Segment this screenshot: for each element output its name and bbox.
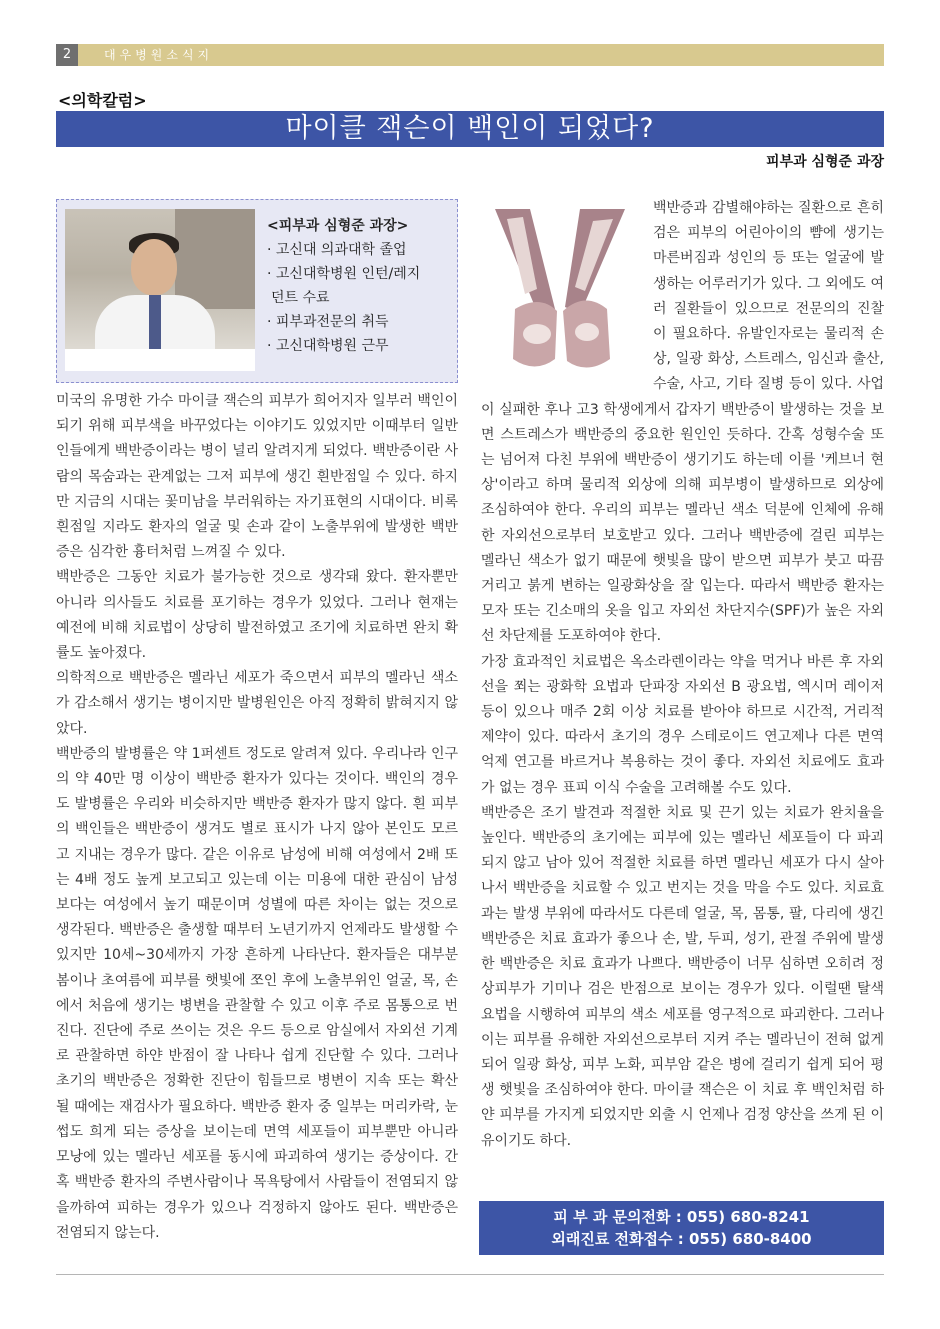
- page-number: 2: [56, 44, 78, 66]
- profile-item: · 피부과전문의 취득: [267, 314, 389, 330]
- profile-item: · 고신대학병원 근무: [267, 338, 389, 354]
- author-profile-box: [56, 199, 458, 383]
- profile-text: [267, 214, 420, 358]
- paragraph: 가장 효과적인 치료법은 옥소라렌이라는 약을 먹거나 바른 후 자외선을 쬐는 광화학 요법과 단파장 자외선 B 광요법, 엑시머 레이저 등이 있으나 매주 2회 이상 치료를 받아야 하므로 시간적, 거리적 제약이 있다. 따라서 초기의 경우 스테로이드 연고제나 다른 면역 억제 연고를 바르거나 복용하는 것이 좋다. 자외선 치료에도 효과가 없는 경우 표피 이식 수술을 고려해볼 수도 있다.: [481, 653, 884, 796]
- contact-box: [479, 1201, 884, 1255]
- header-bar: [56, 44, 884, 66]
- publication-name: 대우병원소식지: [104, 48, 214, 62]
- article-byline: 피부과 심형준 과장: [766, 154, 884, 170]
- contact-outpatient-phone: 외래진료 전화접수 : 055) 680-8400: [551, 1230, 812, 1248]
- paragraph: 미국의 유명한 가수 마이클 잭슨의 피부가 희어지자 일부러 백인이 되기 위해 피부색을 바꾸었다는 이야기도 있었지만 이때부터 일반인들에게 백반증이라는 병이 널리 알려지게 되었다. 백반증이란 사람의 목숨과는 관계없는 그저 피부에 생긴 흰반점일 수 있다. 하지만 지금의 시대는 꽃미남을 부러워하는 자기표현의 시대이다. 비록 흰점일 지라도 환자의 얼굴 및 손과 같이 노출부위에 발생한 백반증은 심각한 흉터처럼 느껴질 수 있다.: [56, 393, 458, 561]
- contact-dermatology-phone: 피 부 과 문의전화 : 055) 680-8241: [553, 1208, 810, 1226]
- profile-item: · 고신대학병원 인턴/레지: [267, 266, 421, 282]
- paragraph: 의학적으로 백반증은 멜라닌 세포가 죽으면서 피부의 멜라닌 색소가 감소해서 생기는 병이지만 발병원인은 아직 정확히 밝혀지지 않았다.: [56, 670, 458, 737]
- profile-item: 던트 수료: [271, 290, 330, 306]
- left-column-text: [56, 389, 458, 1246]
- paragraph: 백반증과 감별해야하는 질환으로 흔히 검은 피부의 어린아이의 뺨에 생기는 마른버짐과 성인의 등 또는 얼굴에 발생하는 어루러기가 있다. 그 외에도 여러 질환들이 있으므로 전문의의 진찰이 필요하다. 유발인자로는 물리적 손상, 일광 화상, 스트레스, 임신과 출산, 수술, 사고, 기타 질병 등이 있다. 사업이 실패한 후나 고3 학생에게서 갑자기 백반증이 발생하는 것을 보면 스트레스가 백반증의 중요한 원인인 듯하다. 간혹 성형수술 또는 넘어져 다친 부위에 백반증이 생기기도 하는데 이를 '케브너 현상'이라고 하며 물리적 외상에 의해 피부병이 발생하므로 외상에 조심하여야 한다. 우리의 피부는 멜라닌 색소 덕분에 인체에 유해한 자외선으로부터 보호받고 있다. 그러나 백반증에 걸린 피부는 멜라닌 색소가 없기 때문에 햇빛을 많이 받으면 피부가 붓고 따끔거리고 붉게 변하는 일광화상을 잘 입는다. 따라서 백반증 환자는 모자 또는 긴소매의 옷을 입고 자외선 차단지수(SPF)가 높은 자외선 차단제를 도포하여야 한다.: [481, 200, 884, 645]
- profile-name: <피부과 심형준 과장>: [267, 218, 409, 234]
- right-column-text: [481, 196, 884, 1154]
- paragraph: 백반증은 조기 발견과 적절한 치료 및 끈기 있는 치료가 완치율을 높인다. 백반증의 초기에는 피부에 있는 멜라닌 세포들이 다 파괴되지 않고 남아 있어 적절한 치료를 하면 멜라닌 세포가 다시 살아나서 백반증을 치료할 수 있고 번지는 것을 막을 수도 있다. 치료효과는 발생 부위에 따라서도 다른데 얼굴, 목, 몸통, 팔, 다리에 생긴 백반증은 치료 효과가 좋으나 손, 발, 두피, 성기, 관절 주위에 발생한 백반증은 치료 효과가 나쁘다. 백반증이 너무 심하면 오히려 정상피부가 기미나 검은 반점으로 보이는 경우가 있다. 이럴땐 탈색 요법을 시행하여 피부의 색소 세포를 영구적으로 파괴한다. 그러나 이는 피부를 유해한 자외선으로부터 지켜 주는 멜라닌이 전혀 없게 되어 일광 화상, 피부 노화, 피부암 같은 병에 걸리기 쉽게 되어 평생 햇빛을 조심하여야 한다. 마이클 잭슨은 이 치료 후 백인처럼 하얀 피부를 가지게 되었지만 외출 시 언제나 검정 양산을 쓰게 된 이유이기도 하다.: [481, 804, 884, 1149]
- paragraph: 백반증은 그동안 치료가 불가능한 것으로 생각돼 왔다. 환자뿐만 아니라 의사들도 치료를 포기하는 경우가 있었다. 그러나 현재는 예전에 비해 치료법이 상당히 발전하였고 조기에 치료하면 완치 확률도 높아졌다.: [56, 569, 458, 662]
- paragraph: 백반증의 발병률은 약 1퍼센트 정도로 알려져 있다. 우리나라 인구의 약 40만 명 이상이 백반증 환자가 있다는 것이다. 백인의 경우도 발병률은 우리와 비슷하지만 백반증 환자가 많지 않다. 흰 피부의 백인들은 백반증이 생겨도 별로 표시가 나지 않아 본인도 모르고 지내는 경우가 많다. 같은 이유로 남성에 비해 여성에서 2배 또는 4배 정도 높게 보고되고 있는데 이는 미용에 대한 관심이 남성 보다는 여성에서 높기 때문이며 성별에 따른 차이는 없는 것으로 생각된다. 백반증은 출생할 때부터 노년기까지 언제라도 발생할 수 있지만 10세~30세까지 가장 흔하게 나타난다. 환자들은 대부분 봄이나 초여름에 피부를 햇빛에 쪼인 후에 노출부위인 얼굴, 목, 손에서 처음에 생기는 병변을 관찰할 수 있고 이후 주로 몸통으로 번진다. 진단에 주로 쓰이는 것은 우드 등으로 암실에서 자외선 기계로 관찰하면 하얀 반점이 잘 나타나 쉽게 진단할 수 있다. 그러나 초기의 백반증은 정확한 진단이 힘들므로 병변이 지속 또는 확산 될 때에는 재검사가 필요하다. 백반증 환자 중 일부는 머리카락, 눈썹도 희게 되는 증상을 보이는데 면역 세포들이 피부뿐만 아니라 모낭에 있는 멜라닌 세포를 동시에 파괴하여 생기는 증상이다. 간혹 백반증 환자의 주변사람이나 목욕탕에서 사람들이 전염되지 않을까하여 피하는 경우가 있으나 걱정하지 않아도 된다. 백반증은 전염되지 않는다.: [56, 745, 458, 1241]
- profile-item: · 고신대 의과대학 졸업: [267, 242, 407, 258]
- doctor-photo: [65, 209, 255, 371]
- column-label: <의학칼럼>: [58, 91, 147, 110]
- bottom-divider: [56, 1274, 884, 1275]
- article-title: 마이클 잭슨이 백인이 되었다?: [56, 111, 884, 147]
